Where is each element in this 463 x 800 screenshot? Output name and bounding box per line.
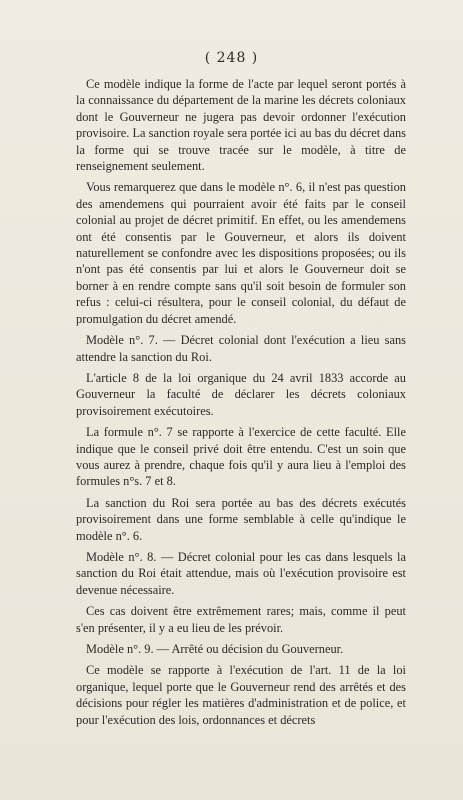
paragraph: Modèle n°. 7. — Décret colonial dont l'exécution a lieu sans attendre la sanction du Roi.	[76, 333, 406, 364]
paragraph: La sanction du Roi sera portée au bas des décrets exécutés provisoirement dans une forme semblable à celle qu'indique le modèle n°. 6.	[76, 495, 406, 543]
paragraph: Ce modèle indique la forme de l'acte par lequel seront portés à la connaissance du département de la marine les décrets coloniaux dont le Gouverneur ne jugera pas devoir ordonner l'exécution provisoire. La sanction royale sera portée ici au bas du décret dans la forme qui se trouve tracée sur le modèle, à titre de renseignement seulement.	[76, 77, 406, 174]
paragraph: La formule n°. 7 se rapporte à l'exercice de cette faculté. Elle indique que le conseil privé doit être entendu. C'est un soin que vous aurez à prendre, chaque fois qu'il y aura lieu à l'emploi des formules n°s. 7 et 8.	[76, 425, 406, 489]
paragraph: L'article 8 de la loi organique du 24 avril 1833 accorde au Gouverneur la faculté de déclarer les décrets coloniaux provisoirement exécutoires.	[76, 370, 406, 418]
page-number: ( 248 )	[204, 50, 259, 66]
body-text	[76, 76, 406, 733]
paragraph: Ces cas doivent être extrêmement rares; mais, comme il peut s'en présenter, il y a eu lieu de les prévoir.	[76, 604, 406, 635]
paragraph: Modèle n°. 9. — Arrêté ou décision du Gouverneur.	[86, 642, 344, 656]
paragraph: Vous remarquerez que dans le modèle n°. 6, il n'est pas question des amendemens qui pourraient avoir été faits par le conseil colonial au projet de décret primitif. En effet, ou les amendemens ont été consentis par le Gouverneur, et alors ils doivent naturellement se confondre avec les dispositions proposées; ou ils n'ont pas été consentis par lui et alors le Gouverneur doit se borner à en rendre compte sans qu'il soit besoin de formuler son refus : celui-ci résultera, pour le conseil colonial, du défaut de promulgation du décret amendé.	[76, 180, 406, 326]
paragraph: Modèle n°. 8. — Décret colonial pour les cas dans lesquels la sanction du Roi était attendue, mais où l'exécution provisoire est devenue nécessaire.	[76, 549, 406, 597]
paragraph: Ce modèle se rapporte à l'exécution de l'art. 11 de la loi organique, lequel porte que le Gouverneur rend des arrêtés et des décisions pour régler les matières d'administration et de police, et pour l'exécution des lois, ordonnances et décrets	[76, 663, 406, 727]
